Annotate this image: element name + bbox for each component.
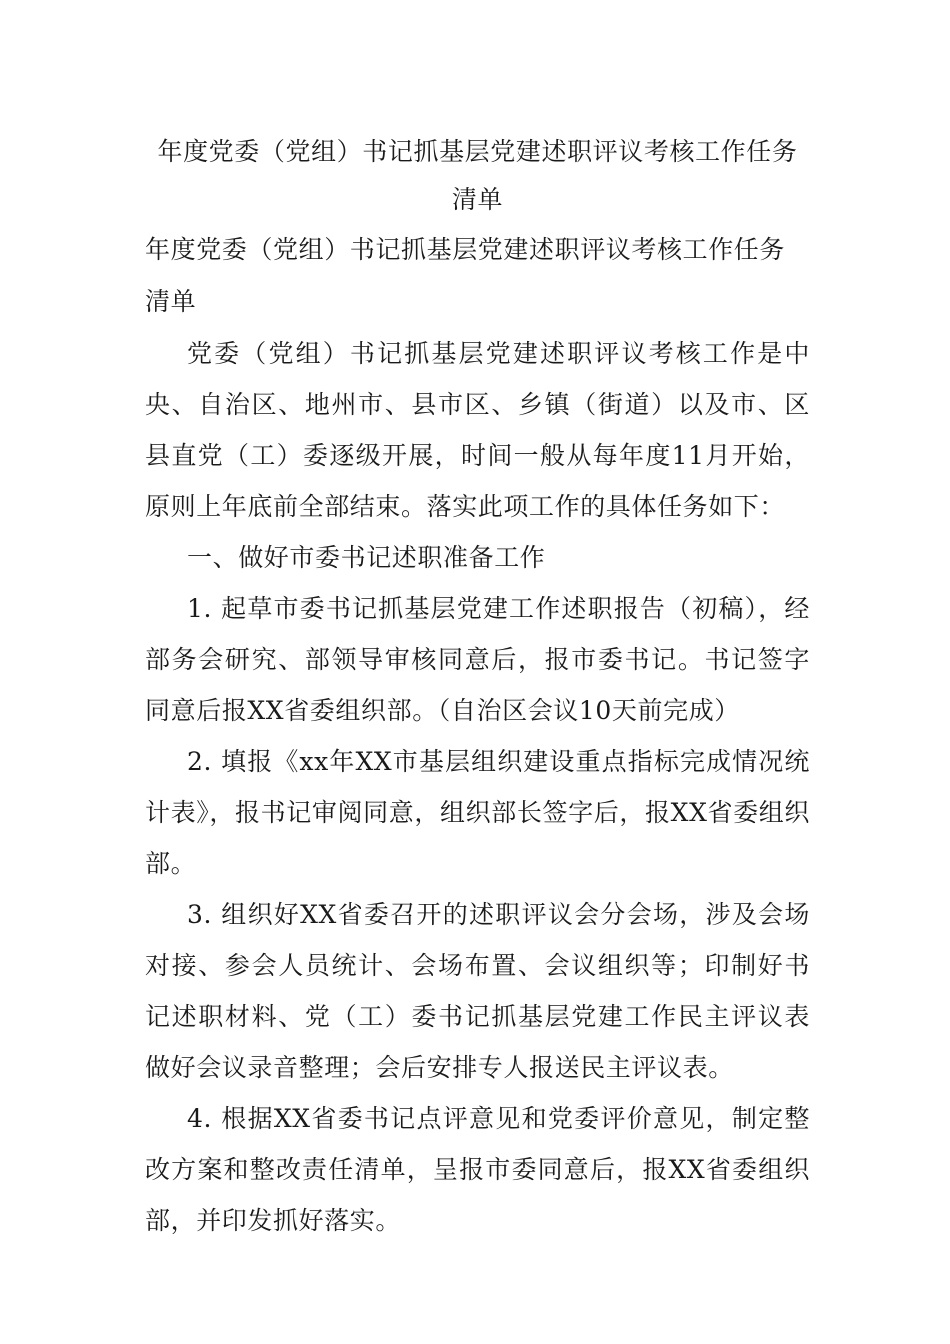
task-item-4: 4. 根据XX省委书记点评意见和党委评价意见，制定整改方案和整改责任清单，呈报市委同意后，报XX省委组织部，并印发抓好落实。 xyxy=(145,1104,810,1235)
task-item-3: 3. 组织好XX省委召开的述职评议会分会场，涉及会场对接、参会人员统计、会场布置、会议组织等；印制好书记述职材料、党（工）委书记抓基层党建工作民主评议表做好会议录音整理；会后安排专人报送民主评议表。 xyxy=(145,900,810,1082)
task-item-1: 1. 起草市委书记抓基层党建工作述职报告（初稿），经部务会研究、部领导审核同意后，报市委书记。书记签字同意后报XX省委组织部。（自治区会议10天前完成） xyxy=(145,594,810,725)
task-item-2: 2. 填报《xx年XX市基层组织建设重点指标完成情况统计表》，报书记审阅同意，组织部长签字后，报XX省委组织部。 xyxy=(145,747,810,878)
document-subtitle: 年度党委（党组）书记抓基层党建述职评议考核工作任务清单 xyxy=(145,235,786,316)
section-heading-1: 一、做好市委书记述职准备工作 xyxy=(187,543,546,572)
document-title: 年度党委（党组）书记抓基层党建述职评议考核工作任务清单 xyxy=(157,137,798,214)
intro-paragraph: 党委（党组）书记抓基层党建述职评议考核工作是中央、自治区、地州市、县市区、乡镇（街道）以及市、区县直党（工）委逐级开展，时间一般从每年度11月开始，原则上年底前全部结束。落实此项工作的具体任务如下： xyxy=(145,339,810,521)
document-body xyxy=(145,128,810,1246)
